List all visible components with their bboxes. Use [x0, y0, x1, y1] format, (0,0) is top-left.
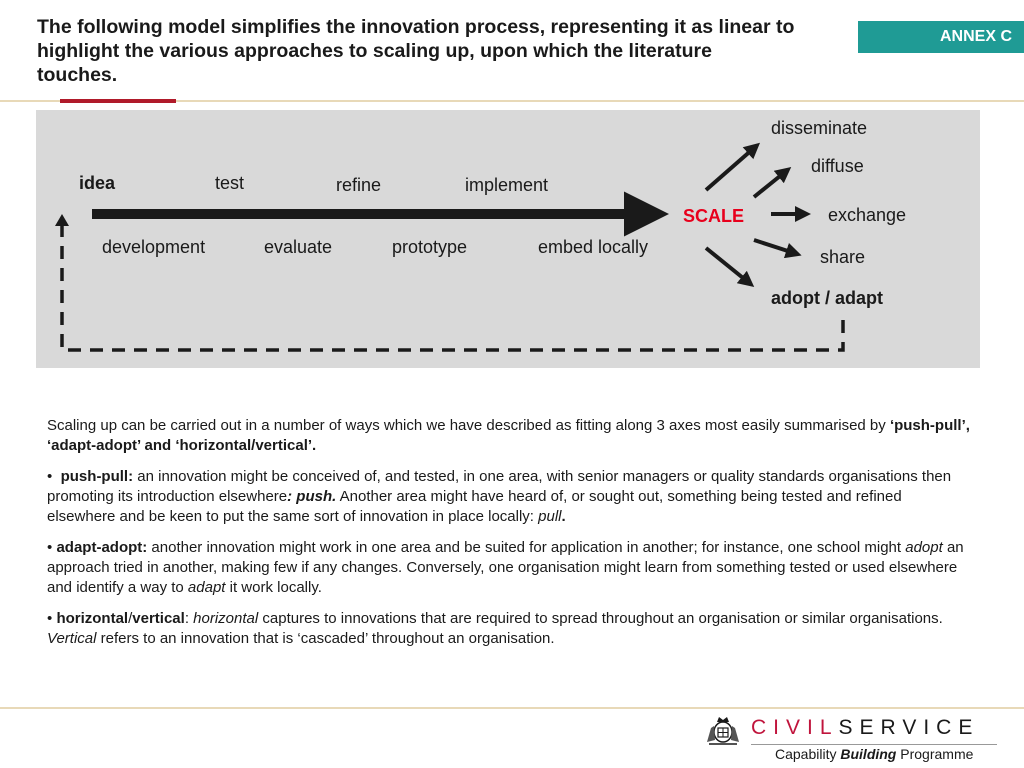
arrow-adopt-adapt [706, 248, 748, 282]
bullet-text: captures to innovations that are required to spread throughout an organisation or similar organisations. [258, 610, 943, 627]
em-pull: pull [538, 508, 562, 525]
intro-paragraph [47, 416, 972, 456]
outcome-exchange: exchange [828, 205, 907, 225]
bullet-push-pull [47, 467, 972, 527]
bullet-adapt-adopt [47, 538, 972, 598]
civil-service-wordmark [751, 716, 979, 740]
bullet-horizontal-vertical [47, 609, 972, 649]
bullet-text: Another area might have heard of, or sought out, something being tested and refined elsewhere and be keen to put the same sort of innovation in place locally: [47, 488, 902, 525]
stage-evaluate: evaluate [264, 237, 333, 257]
term-vertical: vertical [132, 610, 185, 627]
civil-service-logo [703, 714, 1003, 764]
term-colon: : [184, 610, 194, 627]
wordmark-civil: CIVIL [751, 716, 839, 739]
tagline-building: Building [840, 746, 897, 762]
term-push-pull: push-pull: [60, 468, 134, 485]
stage-test: test [215, 173, 245, 193]
scaling-diagram [36, 110, 980, 368]
body-text [47, 416, 972, 660]
intro-axes: ‘push-pull’, ‘adapt-adopt’ and ‘horizontal/vertical’. [47, 417, 970, 454]
wordmark-service: SERVICE [838, 716, 980, 739]
bullet-text: an approach tried in another, making few if any changes. Conversely, one organisation might learn from something tested or used elsewhere and identify a way to [47, 539, 964, 596]
arrow-share [754, 240, 794, 253]
bullet-end: . [561, 508, 566, 525]
arrow-disseminate [706, 148, 754, 190]
arrow-diffuse [754, 172, 785, 197]
bullet-marker: • [47, 610, 53, 627]
bullet-text: an innovation might be conceived of, and tested, in one area, with senior managers or quality standards organisations then promoting its introduction elsewhere [47, 468, 952, 505]
tagline-capability: Capability [775, 746, 841, 762]
term-slash: / [128, 610, 133, 627]
term-horizontal: horizontal [56, 610, 129, 627]
term-adapt-adopt: adapt-adopt: [56, 539, 148, 556]
em-push: : push. [287, 488, 337, 505]
feedback-arrowhead [55, 214, 69, 226]
stage-idea: idea [79, 173, 116, 193]
footer-divider [0, 707, 1024, 709]
intro-text: Scaling up can be carried out in a number of ways which we have described as fitting along 3 axes most easily summarised by [47, 417, 890, 434]
bullet-text: another innovation might work in one area and be suited for application in another; for instance, one school might [147, 539, 906, 556]
em-horizontal: horizontal [193, 610, 259, 627]
bullet-marker: • [47, 468, 53, 485]
wordmark-rule [751, 744, 997, 745]
stage-prototype: prototype [392, 237, 468, 257]
tagline-programme: Programme [896, 746, 974, 762]
em-vertical: Vertical [47, 630, 97, 647]
outcome-share: share [820, 247, 866, 267]
annex-badge: ANNEX C [858, 21, 1024, 53]
stage-development: development [102, 237, 206, 257]
outcome-adopt-adapt: adopt / adapt [771, 288, 883, 308]
bullet-text: it work locally. [225, 579, 322, 596]
stage-refine: refine [336, 175, 382, 195]
em-adapt: adapt [187, 579, 226, 596]
royal-crest-icon [703, 714, 743, 746]
header-divider-accent [60, 99, 176, 103]
bullet-text: refers to an innovation that is ‘cascaded’ throughout an organisation. [96, 630, 555, 647]
em-adopt: adopt [905, 539, 943, 556]
page-title: The following model simplifies the innovation process, representing it as linear to highlight the various approaches to scaling up, upon which the literature touches. [37, 16, 795, 86]
bullet-marker: • [47, 539, 53, 556]
programme-tagline [775, 746, 973, 762]
outcome-disseminate: disseminate [771, 118, 868, 138]
stage-embed-locally: embed locally [538, 237, 649, 257]
scale-label: SCALE [683, 206, 745, 226]
stage-implement: implement [465, 175, 549, 195]
outcome-diffuse: diffuse [811, 156, 864, 176]
